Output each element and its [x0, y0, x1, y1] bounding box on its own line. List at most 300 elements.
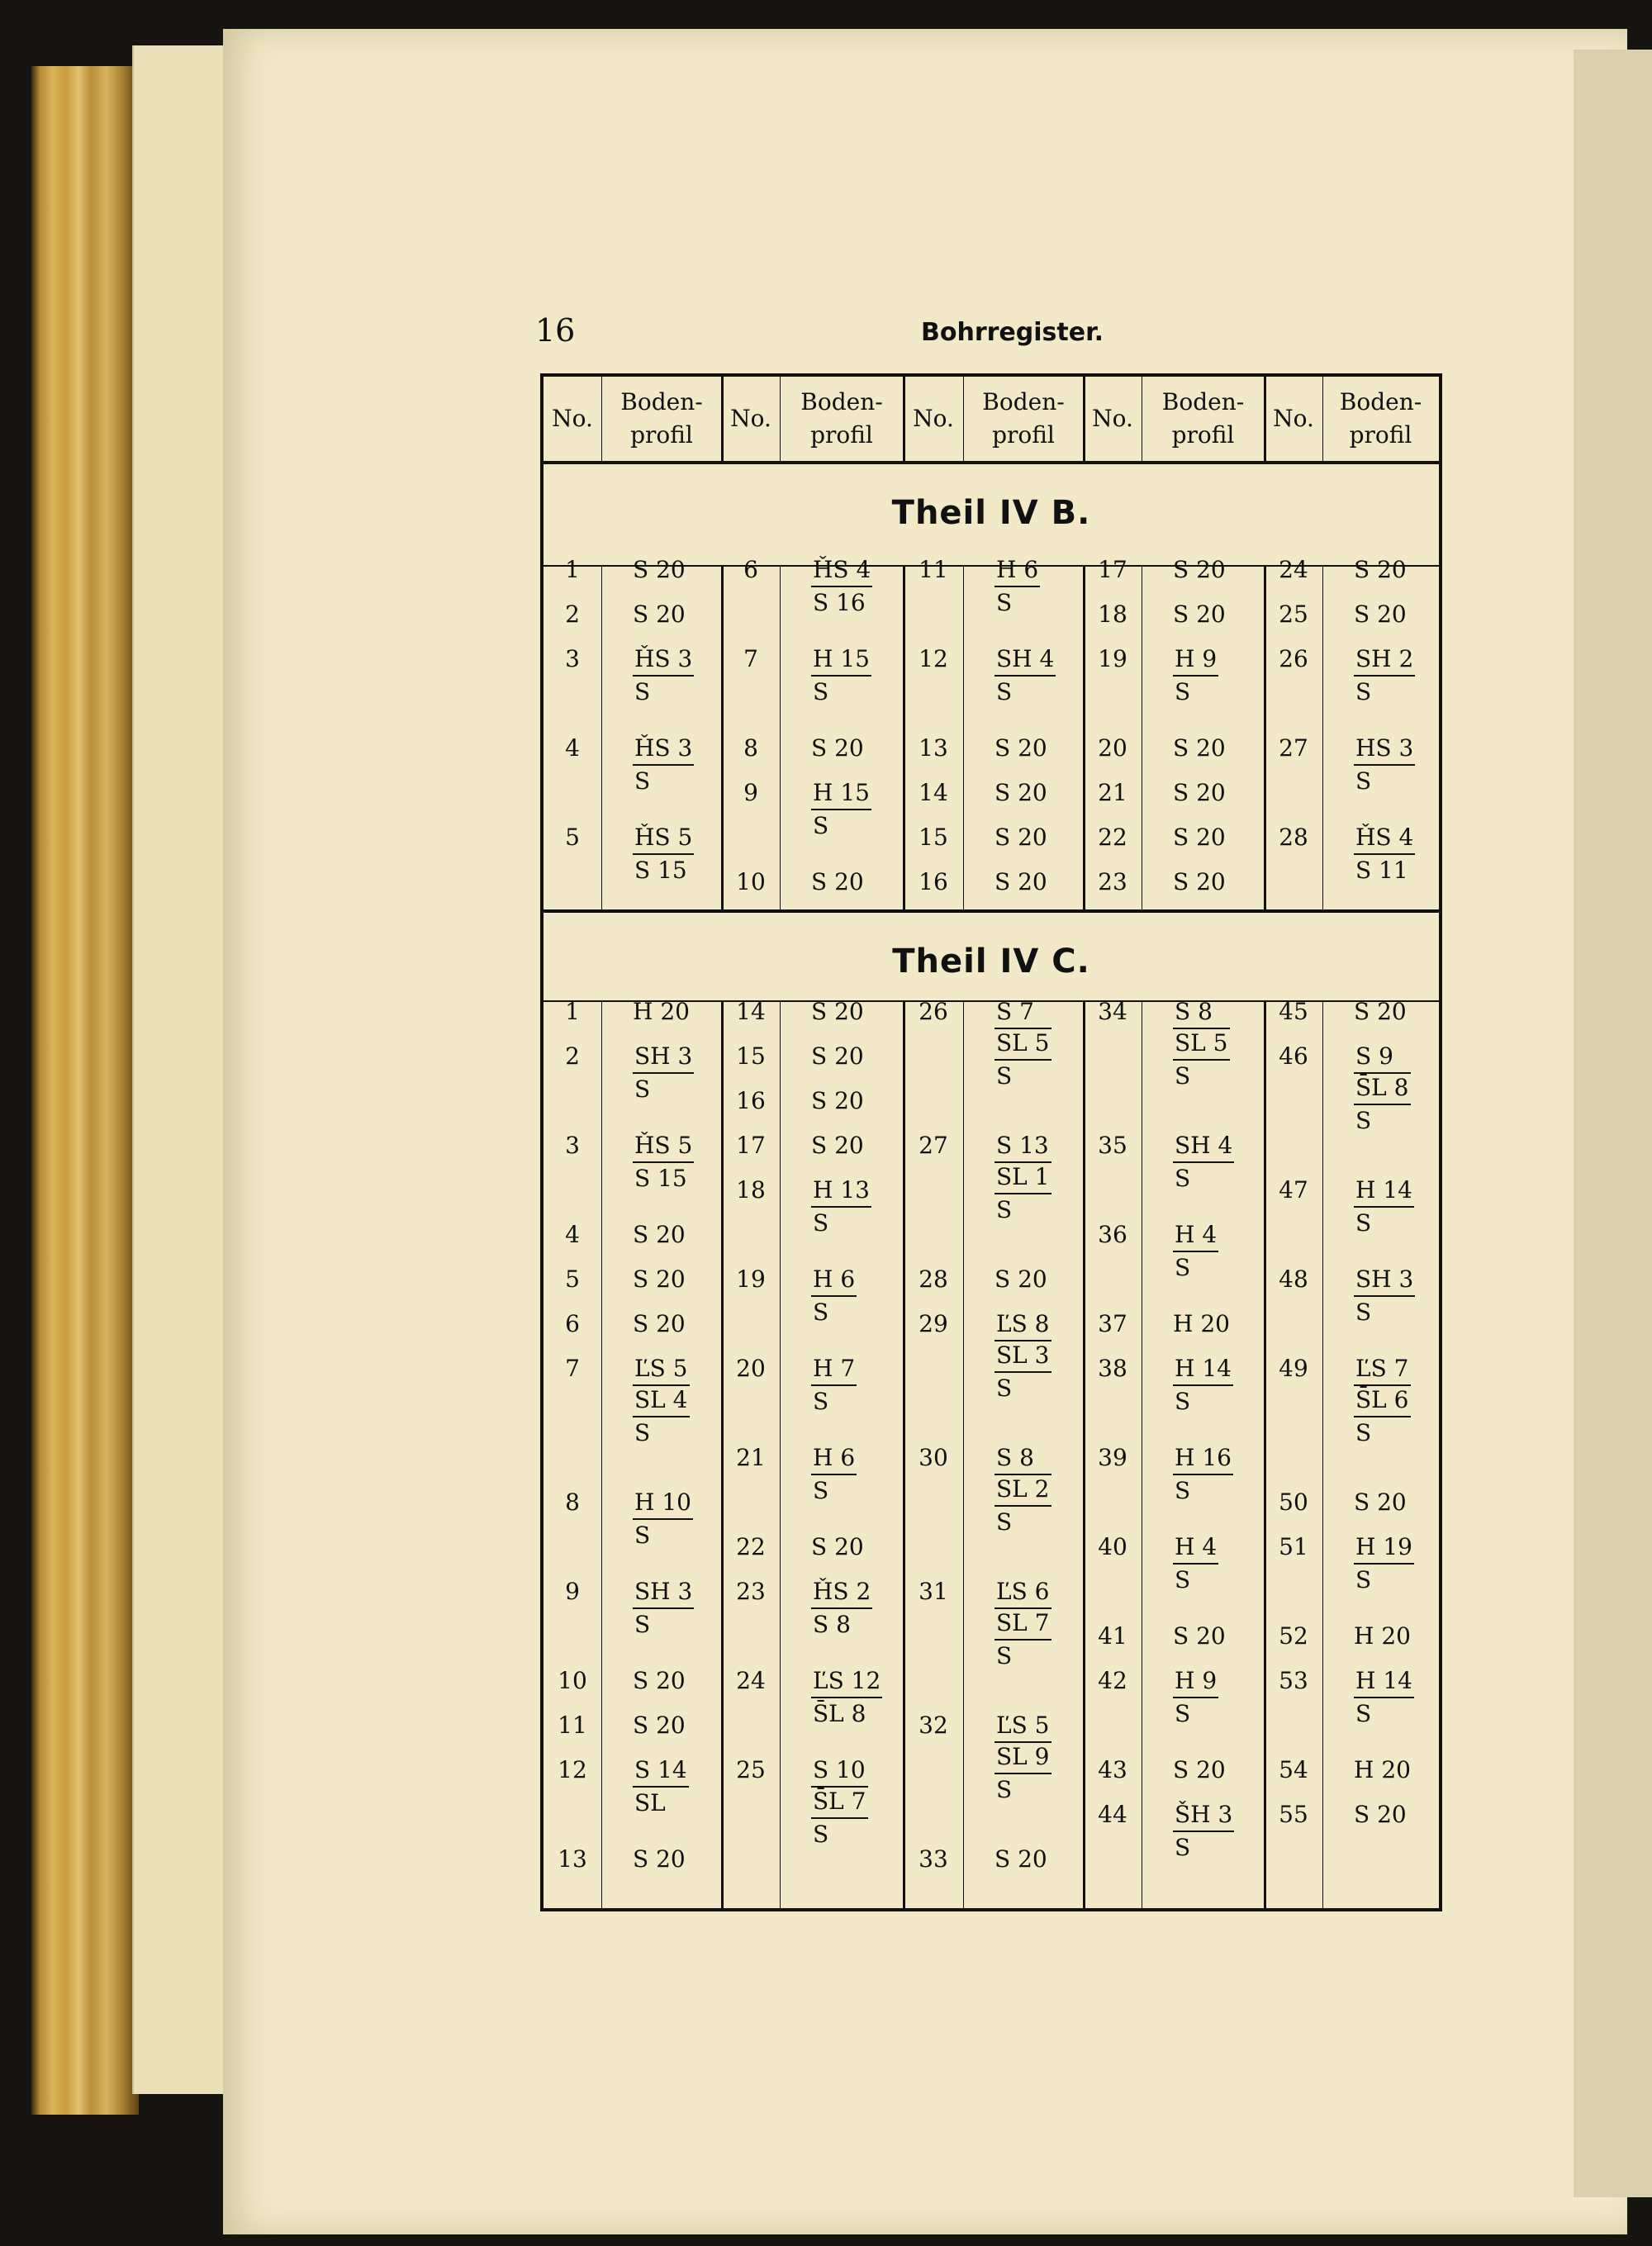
soil-layer: H 16 [1173, 1444, 1233, 1475]
soil-profile-stack [1173, 1444, 1233, 1505]
soil-layer: SL 5 [1173, 1029, 1230, 1061]
soil-profile-stack [633, 734, 694, 795]
column-header-boden-profil: Boden- profil [1339, 388, 1422, 449]
soil-profile-stack [1354, 1667, 1414, 1728]
bore-number: 10 [558, 1667, 587, 1694]
bore-number: 39 [1098, 1444, 1127, 1471]
bore-number: 18 [1098, 601, 1127, 628]
column-header-boden-profil: Boden- profil [800, 388, 883, 449]
column-rule [903, 377, 905, 461]
bore-number: 15 [736, 1042, 766, 1070]
soil-layer: S [1175, 1254, 1191, 1281]
soil-profile-stack [811, 1578, 872, 1639]
bore-number: 2 [565, 601, 580, 628]
soil-profile-stack [1173, 1801, 1234, 1862]
soil-layer: ĽS 12 [811, 1667, 882, 1698]
bore-number: 4 [565, 1221, 580, 1248]
bore-number: 18 [736, 1176, 766, 1204]
column-rule [963, 1000, 964, 1908]
soil-profile: S 20 [1173, 868, 1226, 895]
bore-number: 50 [1279, 1489, 1308, 1516]
soil-profile: S 20 [811, 1533, 864, 1560]
soil-layer: S [634, 767, 651, 795]
soil-layer: H 7 [811, 1355, 857, 1386]
soil-profile: S 20 [1354, 601, 1407, 628]
soil-profile-stack [1173, 1355, 1233, 1416]
soil-profile-stack [811, 1355, 857, 1416]
soil-profile: S 20 [811, 1087, 864, 1114]
soil-layer: H 9 [1173, 645, 1218, 677]
soil-layer: S [634, 1522, 651, 1549]
soil-layer: ĽS 8 [995, 1310, 1051, 1341]
soil-layer: S [813, 1388, 829, 1415]
soil-profile-stack [995, 1132, 1051, 1224]
soil-profile: S 20 [633, 1712, 686, 1739]
soil-layer: ĽS 6 [995, 1578, 1051, 1609]
bore-number: 5 [565, 824, 580, 851]
soil-profile: S 20 [995, 824, 1047, 851]
soil-profile: S 20 [1354, 1489, 1407, 1516]
bore-number: 8 [743, 734, 758, 762]
soil-profile-stack [811, 779, 871, 840]
bore-number: 31 [919, 1578, 948, 1605]
soil-layer: ĽS 5 [633, 1355, 690, 1386]
soil-profile: S 20 [633, 601, 686, 628]
bore-number: 7 [565, 1355, 580, 1382]
bore-number: 15 [919, 824, 948, 851]
bore-number: 22 [1098, 824, 1127, 851]
column-rule [1083, 565, 1085, 909]
facing-page-edge [1574, 50, 1652, 2197]
soil-layer: S [813, 1821, 829, 1848]
bore-number: 19 [736, 1265, 766, 1293]
soil-layer: H 13 [811, 1176, 871, 1208]
soil-layer: SL 2 [995, 1475, 1051, 1507]
soil-profile-stack [1354, 734, 1415, 795]
soil-profile: S 20 [811, 868, 864, 895]
soil-layer: SL 1 [995, 1163, 1051, 1194]
soil-layer: S [634, 1419, 651, 1446]
soil-profile: S 20 [633, 556, 686, 583]
bore-number: 41 [1098, 1622, 1127, 1650]
soil-layer: S 7 [995, 998, 1051, 1029]
bore-number: 34 [1098, 998, 1127, 1025]
column-rule [1322, 1000, 1323, 1908]
bore-number: 6 [743, 556, 758, 583]
bore-number: 17 [1098, 556, 1127, 583]
soil-layer: S [996, 1776, 1013, 1803]
bore-number: 30 [919, 1444, 948, 1471]
bore-number: 21 [736, 1444, 766, 1471]
column-header-boden-profil: Boden- profil [620, 388, 703, 449]
bore-number: 54 [1279, 1756, 1308, 1783]
soil-layer: SH 3 [633, 1578, 694, 1609]
bore-number: 11 [558, 1712, 587, 1739]
soil-layer: H 6 [811, 1265, 857, 1297]
soil-layer: SH 4 [1173, 1132, 1234, 1163]
soil-layer: ŠH 3 [1173, 1801, 1234, 1832]
bore-number: 1 [565, 556, 580, 583]
soil-layer: S 8 [1173, 998, 1230, 1029]
soil-profile-stack [1354, 1176, 1414, 1237]
bore-number: 28 [1279, 824, 1308, 851]
bore-number: 35 [1098, 1132, 1127, 1159]
soil-profile-stack [995, 556, 1040, 617]
soil-layer: ĽS 7 [1354, 1355, 1411, 1386]
soil-layer: S̄L 6 [1354, 1386, 1411, 1417]
soil-profile: S 20 [1354, 1801, 1407, 1828]
soil-profile: S 20 [1173, 1622, 1226, 1650]
soil-profile-stack [633, 1489, 693, 1550]
soil-layer: H 6 [811, 1444, 857, 1475]
soil-layer: SH 3 [1354, 1265, 1415, 1297]
bore-number: 25 [736, 1756, 766, 1783]
soil-profile-stack [633, 1132, 694, 1193]
soil-layer: S 8 [995, 1444, 1051, 1475]
bore-number: 53 [1279, 1667, 1308, 1694]
soil-layer: ȞS 4 [811, 556, 872, 587]
page-title: Bohrregister. [921, 318, 1104, 347]
column-rule [601, 377, 602, 461]
soil-layer: S [1355, 1419, 1372, 1446]
soil-profile-stack [633, 1042, 694, 1104]
soil-layer: S [1355, 1299, 1372, 1326]
column-rule [780, 377, 781, 461]
soil-layer: H 19 [1354, 1533, 1414, 1565]
bore-number: 19 [1098, 645, 1127, 672]
soil-profile: S 20 [995, 1845, 1047, 1873]
bore-number: 13 [919, 734, 948, 762]
soil-profile-stack [1173, 1533, 1218, 1594]
bore-number: 32 [919, 1712, 948, 1739]
soil-layer: S [1175, 1165, 1191, 1192]
soil-profile: S 20 [633, 1845, 686, 1873]
soil-layer: S̄L 8 [813, 1700, 866, 1727]
soil-profile-stack [1354, 645, 1415, 706]
soil-profile-stack [995, 1444, 1051, 1536]
soil-profile-stack [811, 1667, 882, 1728]
soil-profile-stack [1173, 1221, 1218, 1282]
page-number: 16 [535, 312, 576, 349]
soil-layer: S [813, 1209, 829, 1237]
bore-number: 49 [1279, 1355, 1308, 1382]
column-header-no: No. [913, 405, 954, 432]
soil-layer: S [1175, 1700, 1191, 1727]
bore-number: 43 [1098, 1756, 1127, 1783]
soil-layer: SL 5 [995, 1029, 1051, 1061]
column-rule [601, 1000, 602, 1908]
column-header-no: No. [730, 405, 771, 432]
soil-layer: S [996, 1196, 1013, 1223]
soil-profile: S 20 [1173, 824, 1226, 851]
bore-number: 26 [919, 998, 948, 1025]
bore-number: 16 [736, 1087, 766, 1114]
soil-layer: S [1355, 1107, 1372, 1134]
soil-layer: ȞS 3 [633, 645, 694, 677]
soil-layer: S [813, 812, 829, 839]
soil-layer: H 15 [811, 645, 871, 677]
soil-profile-stack [1173, 1667, 1218, 1728]
soil-layer: HS 3 [1354, 734, 1415, 766]
soil-layer: S [634, 1076, 651, 1103]
soil-layer: H 6 [995, 556, 1040, 587]
soil-profile-stack [995, 1578, 1051, 1670]
bore-number: 23 [1098, 868, 1127, 895]
soil-layer: S [1355, 1209, 1372, 1237]
borehole-register-table [540, 373, 1442, 1911]
bore-number: 12 [558, 1756, 587, 1783]
soil-profile-stack [1354, 1355, 1411, 1447]
section-title: Theil IV C. [892, 943, 1090, 981]
bore-number: 17 [736, 1132, 766, 1159]
soil-profile: S 20 [633, 1667, 686, 1694]
column-rule [721, 565, 724, 909]
soil-profile-stack [633, 824, 694, 885]
soil-layer: S 15 [634, 857, 687, 884]
column-rule [780, 565, 781, 909]
soil-layer: S 11 [1355, 857, 1408, 884]
soil-layer: S [634, 678, 651, 705]
bore-number: 23 [736, 1578, 766, 1605]
bore-number: 47 [1279, 1176, 1308, 1204]
soil-layer: SH 3 [633, 1042, 694, 1074]
bore-number: 25 [1279, 601, 1308, 628]
soil-profile-stack [1173, 998, 1230, 1090]
soil-layer: ȞS 4 [1354, 824, 1415, 855]
column-header-no: No. [552, 405, 593, 432]
column-rule [1264, 377, 1266, 461]
bore-number: 6 [565, 1310, 580, 1337]
bore-number: 26 [1279, 645, 1308, 672]
soil-profile-stack [633, 1355, 690, 1447]
soil-layer: S [1355, 1566, 1372, 1593]
soil-profile-stack [995, 998, 1051, 1090]
column-header-boden-profil: Boden- profil [982, 388, 1065, 449]
soil-layer: H 14 [1354, 1176, 1414, 1208]
soil-profile-stack [633, 1756, 689, 1817]
table-rule [544, 461, 1439, 464]
soil-layer: SL 9 [995, 1743, 1051, 1774]
soil-layer: H 10 [633, 1489, 693, 1520]
table-rule [544, 909, 1439, 913]
soil-profile-stack [1354, 824, 1415, 885]
soil-profile-stack [811, 645, 871, 706]
column-header-boden-profil: Boden- profil [1161, 388, 1245, 449]
bore-number: 9 [565, 1578, 580, 1605]
bore-number: 3 [565, 645, 580, 672]
soil-profile: S 20 [995, 779, 1047, 806]
soil-layer: H 4 [1173, 1533, 1218, 1565]
soil-layer: SH 4 [995, 645, 1056, 677]
soil-profile: S 20 [811, 734, 864, 762]
soil-layer: H 4 [1173, 1221, 1218, 1252]
column-rule [903, 1000, 905, 1908]
soil-layer: S 9 [1354, 1042, 1411, 1074]
soil-profile: S 20 [995, 1265, 1047, 1293]
soil-profile-stack [811, 1265, 857, 1327]
bore-number: 16 [919, 868, 948, 895]
soil-layer: SH 2 [1354, 645, 1415, 677]
soil-layer: S [1175, 1477, 1191, 1504]
soil-profile-stack [633, 645, 694, 706]
bore-number: 9 [743, 779, 758, 806]
column-rule [1322, 565, 1323, 909]
column-rule [1083, 377, 1085, 461]
soil-layer: S [634, 1611, 651, 1638]
soil-layer: S [1355, 678, 1372, 705]
bore-number: 40 [1098, 1533, 1127, 1560]
soil-profile-stack [1354, 1265, 1415, 1327]
bore-number: 29 [919, 1310, 948, 1337]
soil-layer: S [1355, 1700, 1372, 1727]
soil-profile: H 20 [1354, 1622, 1411, 1650]
column-rule [963, 565, 964, 909]
soil-profile: S 20 [1173, 556, 1226, 583]
bore-number: 51 [1279, 1533, 1308, 1560]
soil-profile: S 20 [1173, 734, 1226, 762]
bore-number: 45 [1279, 998, 1308, 1025]
book-page-edges [31, 66, 139, 2115]
bore-number: 52 [1279, 1622, 1308, 1650]
soil-layer: ȞS 3 [633, 734, 694, 766]
bore-number: 24 [1279, 556, 1308, 583]
soil-layer: S [996, 1642, 1013, 1669]
soil-profile: S 20 [995, 734, 1047, 762]
soil-profile: S 20 [1173, 779, 1226, 806]
bore-number: 20 [736, 1355, 766, 1382]
bore-number: 22 [736, 1533, 766, 1560]
column-header-no: No. [1273, 405, 1314, 432]
column-rule [780, 1000, 781, 1908]
bore-number: 1 [565, 998, 580, 1025]
soil-layer: S [1355, 767, 1372, 795]
soil-layer: S [813, 1299, 829, 1326]
bore-number: 5 [565, 1265, 580, 1293]
bore-number: 3 [565, 1132, 580, 1159]
soil-layer: ȞS 2 [811, 1578, 872, 1609]
soil-profile-stack [995, 1310, 1051, 1403]
soil-layer: S [1175, 1062, 1191, 1090]
section-title: Theil IV B. [891, 494, 1091, 532]
soil-layer: ȞS 5 [633, 1132, 694, 1163]
column-rule [721, 1000, 724, 1908]
soil-profile-stack [811, 1756, 868, 1849]
soil-layer: SL [634, 1789, 666, 1816]
soil-layer: S [996, 1375, 1013, 1402]
bore-number: 44 [1098, 1801, 1127, 1828]
bore-number: 14 [919, 779, 948, 806]
bore-number: 27 [1279, 734, 1308, 762]
bore-number: 10 [736, 868, 766, 895]
soil-layer: S [1175, 1388, 1191, 1415]
bore-number: 28 [919, 1265, 948, 1293]
column-rule [1083, 1000, 1085, 1908]
soil-profile: S 20 [1173, 1756, 1226, 1783]
soil-layer: S [996, 678, 1013, 705]
soil-profile-stack [811, 1444, 857, 1505]
soil-layer: H 15 [811, 779, 871, 810]
soil-layer: S 15 [634, 1165, 687, 1192]
bore-number: 42 [1098, 1667, 1127, 1694]
bore-number: 12 [919, 645, 948, 672]
soil-layer: S [1175, 1834, 1191, 1861]
bore-number: 13 [558, 1845, 587, 1873]
soil-profile: S 20 [811, 1132, 864, 1159]
bore-number: 46 [1279, 1042, 1308, 1070]
soil-profile: S 20 [633, 1221, 686, 1248]
soil-profile-stack [1173, 645, 1218, 706]
soil-profile-stack [1354, 1533, 1414, 1594]
soil-layer: S [1175, 678, 1191, 705]
bore-number: 27 [919, 1132, 948, 1159]
soil-profile-stack [811, 1176, 871, 1237]
soil-profile: H 20 [1173, 1310, 1230, 1337]
bore-number: 8 [565, 1489, 580, 1516]
soil-layer: ĽS 5 [995, 1712, 1051, 1743]
column-rule [1264, 1000, 1266, 1908]
bore-number: 4 [565, 734, 580, 762]
column-rule [601, 565, 602, 909]
column-header-no: No. [1092, 405, 1133, 432]
soil-layer: S [996, 589, 1013, 616]
soil-layer: S̄L 8 [1354, 1074, 1411, 1105]
bore-number: 37 [1098, 1310, 1127, 1337]
bore-number: 2 [565, 1042, 580, 1070]
soil-layer: H 14 [1354, 1667, 1414, 1698]
soil-profile-stack [995, 645, 1056, 706]
soil-layer: S [1175, 1566, 1191, 1593]
soil-profile-stack [1173, 1132, 1234, 1193]
bore-number: 14 [736, 998, 766, 1025]
column-rule [1322, 377, 1323, 461]
soil-layer: SL 4 [633, 1386, 690, 1417]
soil-layer: S 8 [813, 1611, 851, 1638]
bore-number: 36 [1098, 1221, 1127, 1248]
soil-layer: SL 7 [995, 1609, 1051, 1641]
soil-profile: H 20 [633, 998, 690, 1025]
soil-layer: S 10 [811, 1756, 868, 1788]
column-rule [721, 377, 724, 461]
soil-profile: S 20 [1173, 601, 1226, 628]
soil-layer: H 14 [1173, 1355, 1233, 1386]
bore-number: 21 [1098, 779, 1127, 806]
soil-profile-stack [995, 1712, 1051, 1804]
soil-layer: H 9 [1173, 1667, 1218, 1698]
soil-profile-stack [811, 556, 872, 617]
soil-layer: S [996, 1062, 1013, 1090]
soil-layer: S 16 [813, 589, 866, 616]
bore-number: 48 [1279, 1265, 1308, 1293]
soil-layer: S [996, 1508, 1013, 1536]
soil-profile: S 20 [811, 1042, 864, 1070]
soil-layer: S 13 [995, 1132, 1051, 1163]
soil-profile: S 20 [811, 998, 864, 1025]
bore-number: 38 [1098, 1355, 1127, 1382]
soil-layer: S 14 [633, 1756, 689, 1788]
soil-profile: S 20 [633, 1265, 686, 1293]
soil-profile-stack [633, 1578, 694, 1639]
soil-profile: S 20 [633, 1310, 686, 1337]
soil-layer: S [813, 678, 829, 705]
soil-profile: H 20 [1354, 1756, 1411, 1783]
bore-number: 7 [743, 645, 758, 672]
soil-profile: S 20 [1354, 556, 1407, 583]
soil-profile: S 20 [995, 868, 1047, 895]
bore-number: 11 [919, 556, 948, 583]
column-rule [963, 377, 964, 461]
bore-number: 33 [919, 1845, 948, 1873]
soil-layer: ȞS 5 [633, 824, 694, 855]
